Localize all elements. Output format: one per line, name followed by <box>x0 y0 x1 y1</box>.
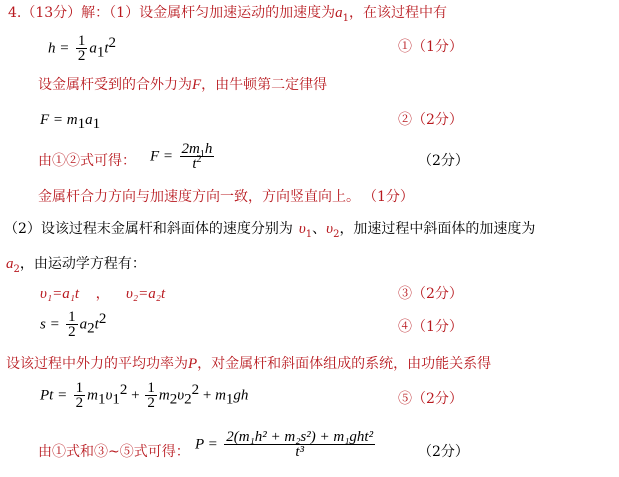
eq-v1: υ₁=a₁t <box>40 286 80 302</box>
line-5 <box>38 152 136 170</box>
line-1-text: 4.（13分）解：（1）设金属杆匀加速运动的加速度为 <box>8 5 336 21</box>
equation-v <box>40 285 165 303</box>
line-5-text: 由①②式可得： <box>38 153 136 169</box>
fraction-F2: $\frac{2m_1h}{t^2}$ <box>181 141 213 172</box>
eq-F-lhs: F = m <box>40 112 78 128</box>
eq-v2: υ₂=a₂t <box>126 286 166 302</box>
line-1-tail: ，在该过程中有 <box>348 5 447 21</box>
equation-F2 <box>150 142 216 171</box>
line-6-text: 金属杆合力方向与加速度方向一致，方向竖直向上。 <box>38 189 360 205</box>
line-3-text: 设金属杆受到的合外力为 <box>38 77 192 93</box>
line-11-tail: ，对金属杆和斜面体组成的系统，由功能关系得 <box>197 356 492 372</box>
fraction-P <box>224 430 375 459</box>
eq-F2-lhs: F = <box>150 148 174 165</box>
score-tag-2: ②（2分） <box>398 112 463 128</box>
eq-h-lhs: h = <box>48 40 70 57</box>
score-tag-6: ④（1分） <box>398 319 463 335</box>
line-7: （2）设该过程末金属杆和斜面体的速度分别为 $\upsilon_1$、$\upsilon_2$，加速过程中斜面体的加速度为 <box>4 221 536 240</box>
var-F: F <box>192 77 202 93</box>
line-6 <box>38 188 414 206</box>
line-13-text: 由①式和③~⑤式可得： <box>38 444 190 460</box>
score-tag-5: ③（2分） <box>398 286 463 302</box>
eq-P-lhs: P = <box>195 436 218 453</box>
line-7-sep: 、 <box>312 221 327 237</box>
fraction-half: $\frac{1}{2}$ <box>77 33 86 64</box>
equation-s: s = $\frac{1}{2}$ $a_2t^2$ <box>40 309 107 340</box>
line-8-text: ，由运动学方程有： <box>19 256 146 272</box>
eq-P-denominator: t³ <box>295 444 304 460</box>
equation-P <box>195 430 377 459</box>
line-7-text: （2）设该过程末金属杆和斜面体的速度分别为 <box>4 221 293 237</box>
eq-h-a: a <box>89 40 97 57</box>
line-1 <box>8 4 447 22</box>
line-3 <box>38 76 327 94</box>
score-tag-7: ⑤（2分） <box>398 391 463 407</box>
eq-Pt-lhs: Pt = <box>40 387 68 404</box>
var-P: P <box>188 356 198 372</box>
line-7-tail: ，加速过程中斜面体的加速度为 <box>339 221 536 237</box>
eq-comma: ， <box>95 286 110 302</box>
score-tag-4: （1分） <box>370 189 414 205</box>
eq-P-numerator: 2(m₁h² + m₂s²) + m₁ght² <box>226 429 374 445</box>
equation-Pt: Pt = $\frac{1}{2}$ $m_1\upsilon_1^2$ + $\frac{1}{2}$ $m_2\upsilon_2^2 + m_1gh$ <box>40 380 249 411</box>
equation-F: $F = m_1a_1$ <box>40 112 101 132</box>
equation-h: h = $\frac{1}{2}$ $a_1t^2$ <box>48 33 116 64</box>
eq-s-lhs: s = <box>40 316 60 333</box>
line-11 <box>6 355 491 373</box>
score-tag-1: ①（1分） <box>398 39 463 55</box>
score-tag-8: （2分） <box>418 444 469 460</box>
fraction-half-4: $\frac{1}{2}$ <box>147 380 155 411</box>
line-3-tail: ，由牛顿第二定律得 <box>201 77 328 93</box>
fraction-half-2: $\frac{1}{2}$ <box>68 309 76 340</box>
score-tag-3: （2分） <box>418 153 469 169</box>
var-a: a <box>335 5 343 21</box>
sub-1: 1 <box>342 12 349 24</box>
line-13 <box>38 443 190 461</box>
line-11-text: 设该过程中外力的平均功率为 <box>6 356 188 372</box>
fraction-half-3: $\frac{1}{2}$ <box>75 380 84 411</box>
line-8: $a_2$，由运动学方程有： <box>6 256 146 275</box>
